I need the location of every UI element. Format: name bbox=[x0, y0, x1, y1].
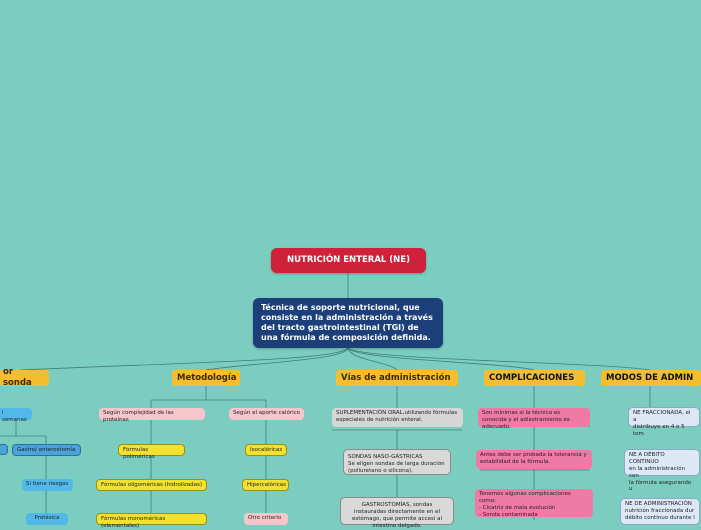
branch-vias[interactable]: Vías de administración bbox=[336, 370, 458, 386]
branch-modos[interactable]: MODOS DE ADMIN bbox=[601, 370, 701, 386]
metodologia-calorico[interactable]: Según el aporte calórico bbox=[229, 408, 304, 420]
definition-topic[interactable]: Técnica de soporte nutricional, que consiste en la administración a través del tracto gastrointestinal (TGI) de una fórmula de composición definida. bbox=[253, 298, 443, 348]
modos-fraccionada[interactable]: NE FRACCIONADA, el a distribuye en 4 o 5 tom bbox=[628, 407, 700, 427]
sonda-left-edge[interactable] bbox=[0, 444, 8, 455]
sonda-riesgos[interactable]: Si tiene riesgos bbox=[22, 479, 73, 491]
complicaciones-minimas[interactable]: Son mínimas si la técnica es conocida y el adiestramiento es adecuado. bbox=[478, 408, 590, 427]
vias-sondas[interactable]: SONDAS NASO-GÁSTRICAS Se eligen sondas de larga duración (poliuretano o silicona). bbox=[343, 449, 451, 475]
branch-sonda[interactable]: or sonda bbox=[0, 370, 49, 386]
metodologia-oligomericas[interactable]: Fórmulas oligoméricas (hidrolizadas) bbox=[96, 479, 207, 491]
branch-complicaciones[interactable]: COMPLICACIONES bbox=[484, 370, 585, 386]
complicaciones-tenemos[interactable]: Tenemos algunas complicaciones como: - Cicatriz de mala evolución - Sonda contaminada bbox=[475, 489, 593, 517]
vias-suplementacion[interactable]: SUPLEMENTACIÓN ORAL,utilizando fórmulas especiales de nutrición enteral. bbox=[332, 408, 463, 427]
metodologia-proteinas[interactable]: Según complejidad de las proteínas bbox=[99, 408, 205, 420]
vias-gastrostomias[interactable]: GASTROSTOMÍAS, sondas instauradas directamente en el estómago, que permite accesi al intestino delgado. bbox=[340, 497, 454, 525]
sonda-semanas[interactable]: l semanas bbox=[0, 408, 32, 420]
metodologia-monomericas[interactable]: Fórmulas monoméricas (elementales) bbox=[96, 513, 207, 525]
modos-continuo[interactable]: NE A DÉBITO CONTINUO en la administración con la fórmula asegurando u bbox=[624, 449, 700, 476]
branch-metodologia[interactable]: Metodología bbox=[172, 370, 240, 386]
root-topic[interactable]: NUTRICIÓN ENTERAL (NE) bbox=[271, 248, 426, 273]
sonda-gastro[interactable]: Gastro/ enterostomía bbox=[12, 444, 81, 456]
metodologia-hipercaloricas[interactable]: Hipercalóricas bbox=[242, 479, 289, 491]
metodologia-otro[interactable]: Otro criterio bbox=[244, 513, 288, 525]
modos-ne-de[interactable]: NE DE ADMINISTRACIÓN nutrición fraccionada dur débito continuo durante l bbox=[620, 498, 700, 525]
metodologia-isocaloricas[interactable]: Isocalóricas bbox=[245, 444, 287, 456]
complicaciones-tolerancia[interactable]: Antes debe ser probada la tolerancia y estabilidad de la fórmula. bbox=[476, 450, 592, 469]
sonda-protesica[interactable]: Protésica bbox=[26, 513, 68, 525]
metodologia-polimericas[interactable]: Fórmulas poliméricas bbox=[118, 444, 185, 456]
